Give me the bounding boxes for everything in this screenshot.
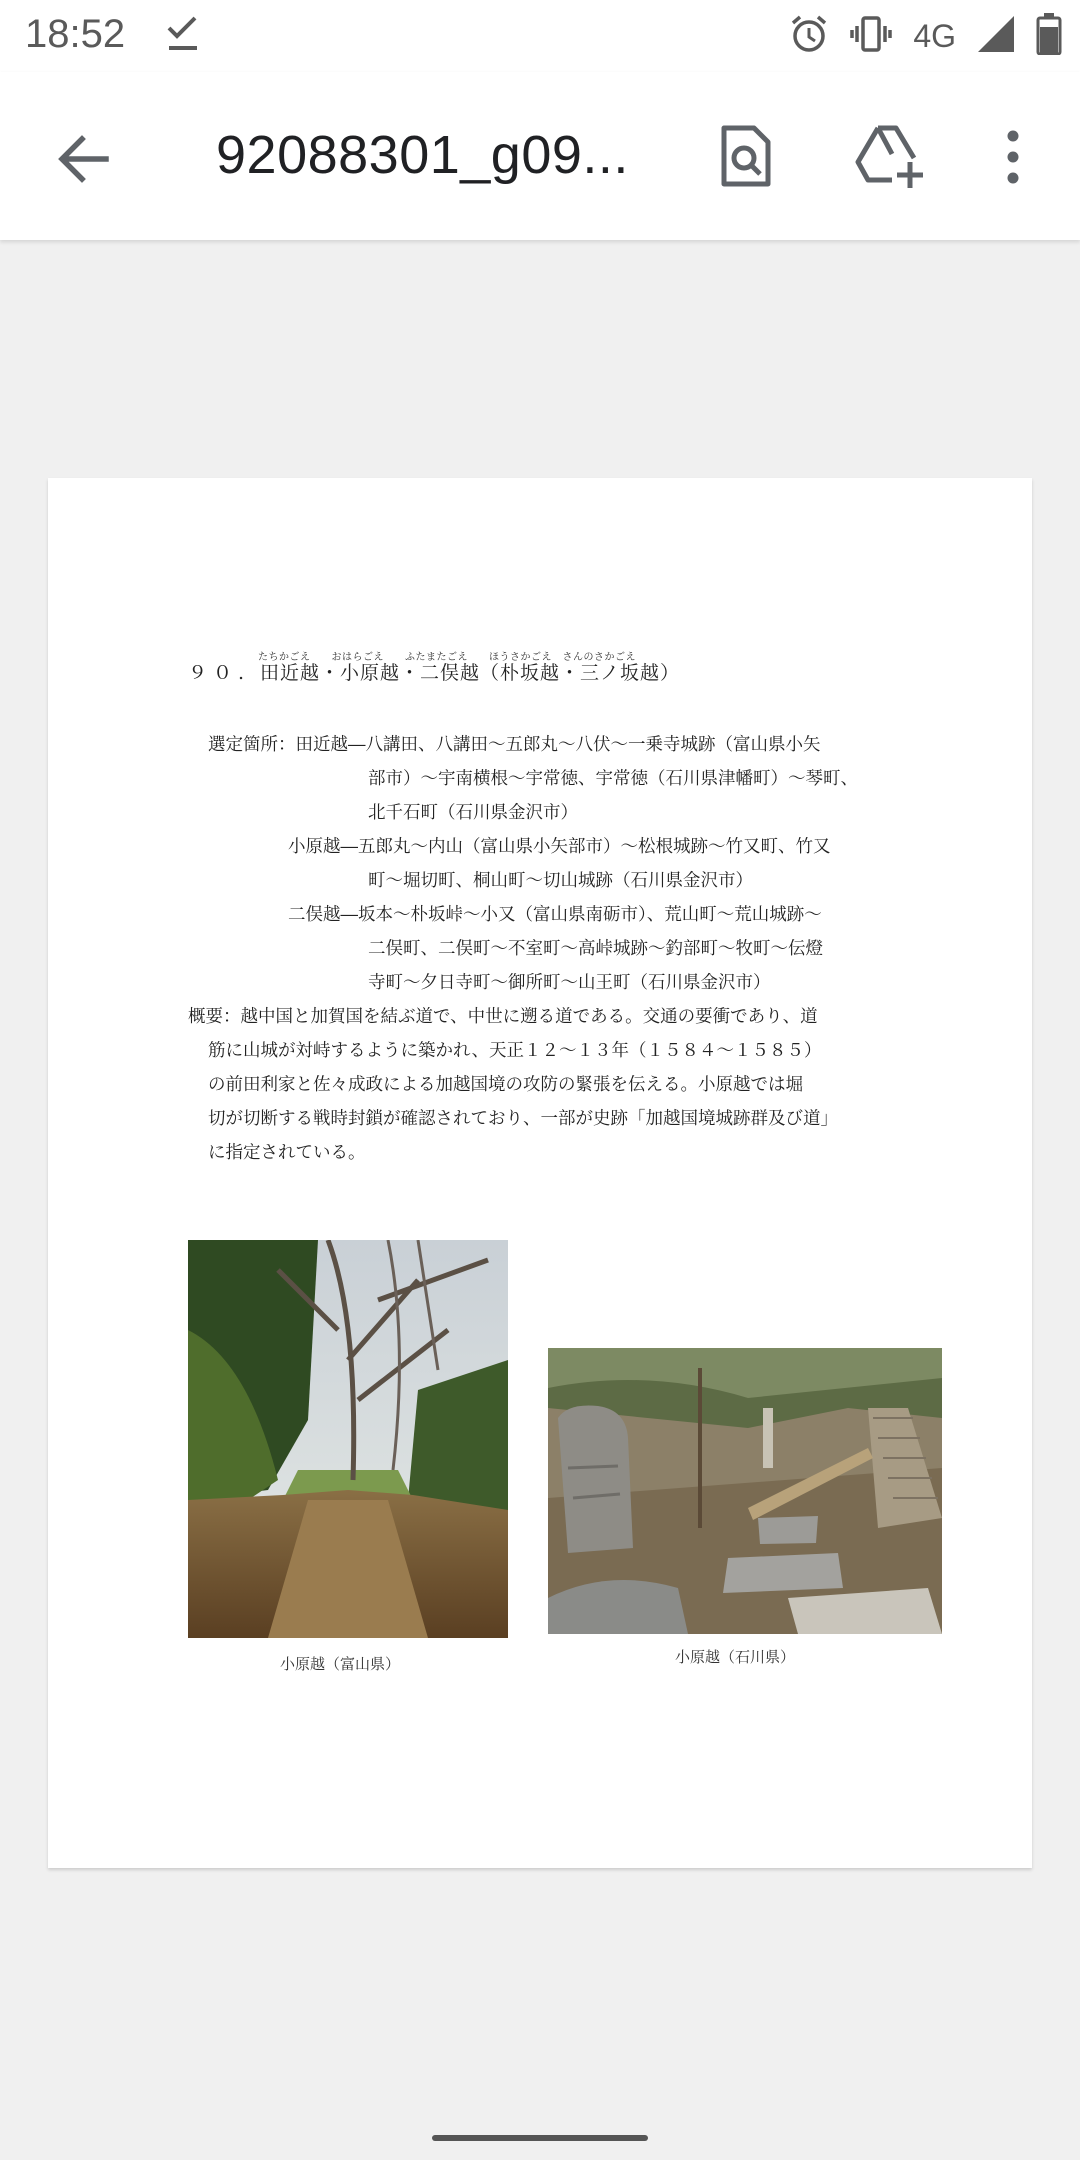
body-line: 概要：越中国と加賀国を結ぶ道で、中世に遡る道である。交通の要衝であり、道: [188, 1007, 818, 1027]
vibrate-icon: [849, 14, 893, 58]
body-line: 二俣町、二俣町～不室町～高峠城跡～釣部町～牧町～伝燈: [368, 939, 823, 959]
add-to-drive-icon[interactable]: [852, 122, 922, 192]
body-line: 筋に山城が対峙するように築かれ、天正１２～１３年（１５８４～１５８５）: [208, 1041, 822, 1061]
section-heading: [188, 658, 680, 685]
document-title: 92088301_g09...: [216, 125, 629, 185]
gesture-nav-handle[interactable]: [432, 2135, 648, 2141]
alarm-icon: [789, 14, 829, 58]
status-icons: [789, 14, 1062, 58]
heading-number: ９０.: [188, 662, 251, 684]
heading-ruby: たちかごえ おはらごえ ふたまたごえ ほうさかごえ さんのさかごえ: [258, 652, 636, 663]
body-line: に指定されている。: [208, 1143, 366, 1163]
body-line: 小原越―五郎丸～内山（富山県小矢部市）～松根城跡～竹又町、竹又: [288, 837, 831, 857]
photo-forest-path: [188, 1240, 508, 1638]
body-line: 北千石町（石川県金沢市）: [368, 803, 578, 823]
app-bar: [0, 72, 1080, 240]
network-type: 4G: [913, 17, 956, 54]
status-time: 18:52: [25, 12, 126, 56]
body-line: 切が切断する戦時封鎖が確認されており、一部が史跡「加越国境城跡群及び道」: [208, 1109, 838, 1129]
battery-icon: [1036, 13, 1062, 59]
photo-caption: 小原越（石川県）: [675, 1648, 796, 1666]
photo-stone-stairs: [548, 1348, 942, 1634]
heading-text: 田近越・小原越・二俣越（朴坂越・三ノ坂越）: [260, 662, 681, 684]
body-line: 二俣越―坂本～朴坂峠～小又（富山県南砺市）、荒山町～荒山城跡～: [288, 905, 822, 925]
body-line: 選定箇所：田近越―八講田、八講田～五郎丸～八伏～一乗寺城跡（富山県小矢: [208, 735, 821, 755]
body-line: の前田利家と佐々成政による加越国境の攻防の緊張を伝える。小原越では堀: [208, 1075, 803, 1095]
status-bar: [0, 0, 1080, 72]
body-line: 寺町～夕日寺町～御所町～山王町（石川県金沢市）: [368, 973, 771, 993]
more-vert-icon[interactable]: [998, 122, 1028, 192]
body-line: 部市）～宇南横根～宇常徳、宇常徳（石川県津幡町）～琴町、: [368, 769, 858, 789]
document-page[interactable]: [48, 478, 1032, 1868]
photo-caption: 小原越（富山県）: [280, 1655, 401, 1673]
back-arrow-icon[interactable]: [52, 127, 116, 191]
body-line: 町～堀切町、桐山町～切山城跡（石川県金沢市）: [368, 871, 753, 891]
search-document-icon[interactable]: [710, 122, 780, 192]
check-icon: [165, 14, 201, 58]
signal-icon: [976, 14, 1016, 58]
